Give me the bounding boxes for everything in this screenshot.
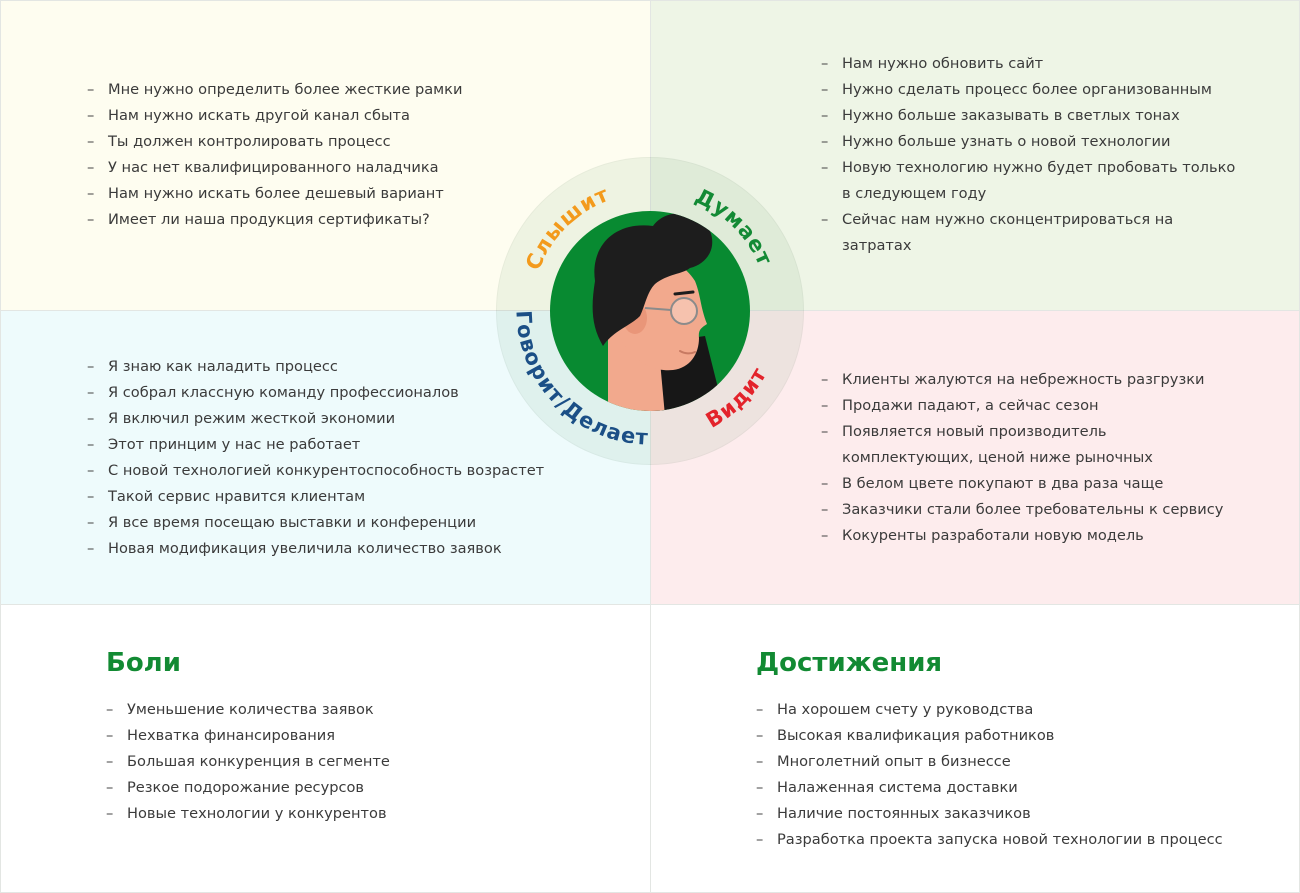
list-item: – Нужно сделать процесс более организованным	[821, 77, 1241, 103]
list-item: – Нам нужно искать другой канал сбыта	[87, 103, 527, 129]
label-says-text: Говорит/Делает	[511, 309, 650, 450]
list-item: – Нужно больше узнать о новой технологии	[821, 129, 1241, 155]
list-item: – Кокуренты разработали новую модель	[821, 523, 1241, 549]
list-item: – Большая конкуренция в сегменте	[106, 749, 566, 775]
persona-circle	[495, 156, 805, 466]
list-item: – С новой технологией конкурентоспособность возрастет	[87, 458, 557, 484]
list-item: – У нас нет квалифицированного наладчика	[87, 155, 527, 181]
sees-list	[821, 367, 1241, 549]
list-item: – Новую технологию нужно будет пробовать только в следующем году	[821, 155, 1241, 207]
list-item: – Наличие постоянных заказчиков	[756, 801, 1256, 827]
list-item: – Этот принцим у нас не работает	[87, 432, 557, 458]
list-item: – Новая модификация увеличила количество заявок	[87, 536, 557, 562]
list-item: – Нужно больше заказывать в светлых тонах	[821, 103, 1241, 129]
list-item: – Уменьшение количества заявок	[106, 697, 566, 723]
list-item: – Сейчас нам нужно сконцентрироваться на затратах	[821, 207, 1241, 259]
list-item: – Я собрал классную команду профессионалов	[87, 380, 557, 406]
list-item: – Я знаю как наладить процесс	[87, 354, 557, 380]
list-item: – Разработка проекта запуска новой технологии в процесс	[756, 827, 1256, 853]
list-item: – Появляется новый производитель комплектующих, ценой ниже рыночных	[821, 419, 1241, 471]
list-item: – Я все время посещаю выставки и конференции	[87, 510, 557, 536]
pains-title: Боли	[106, 648, 181, 678]
thinks-list	[821, 51, 1241, 259]
label-sees-text: Видит	[701, 362, 772, 433]
list-item: – Нехватка финансирования	[106, 723, 566, 749]
list-item: – Продажи падают, а сейчас сезон	[821, 393, 1241, 419]
list-item: – Имеет ли наша продукция сертификаты?	[87, 207, 527, 233]
list-item: – На хорошем счету у руководства	[756, 697, 1256, 723]
list-item: – Высокая квалификация работников	[756, 723, 1256, 749]
list-item: – Нам нужно искать более дешевый вариант	[87, 181, 527, 207]
list-item: – Налаженная система доставки	[756, 775, 1256, 801]
says-list	[87, 354, 557, 562]
list-item: – Нам нужно обновить сайт	[821, 51, 1241, 77]
hears-list	[87, 77, 527, 233]
list-item: – Многолетний опыт в бизнессе	[756, 749, 1256, 775]
label-hears-text: Слышит	[520, 181, 613, 274]
list-item: – В белом цвете покупают в два раза чаще	[821, 471, 1241, 497]
list-item: – Резкое подорожание ресурсов	[106, 775, 566, 801]
gains-title: Достижения	[756, 648, 943, 678]
gains-list	[756, 697, 1256, 853]
list-item: – Клиенты жалуются на небрежность разгрузки	[821, 367, 1241, 393]
list-item: – Такой сервис нравится клиентам	[87, 484, 557, 510]
label-thinks-text: Думает	[691, 183, 778, 270]
list-item: – Ты должен контролировать процесс	[87, 129, 527, 155]
list-item: – Новые технологии у конкурентов	[106, 801, 566, 827]
list-item: – Заказчики стали более требовательны к сервису	[821, 497, 1241, 523]
pains-list	[106, 697, 566, 827]
list-item: – Я включил режим жесткой экономии	[87, 406, 557, 432]
list-item: – Мне нужно определить более жесткие рамки	[87, 77, 527, 103]
